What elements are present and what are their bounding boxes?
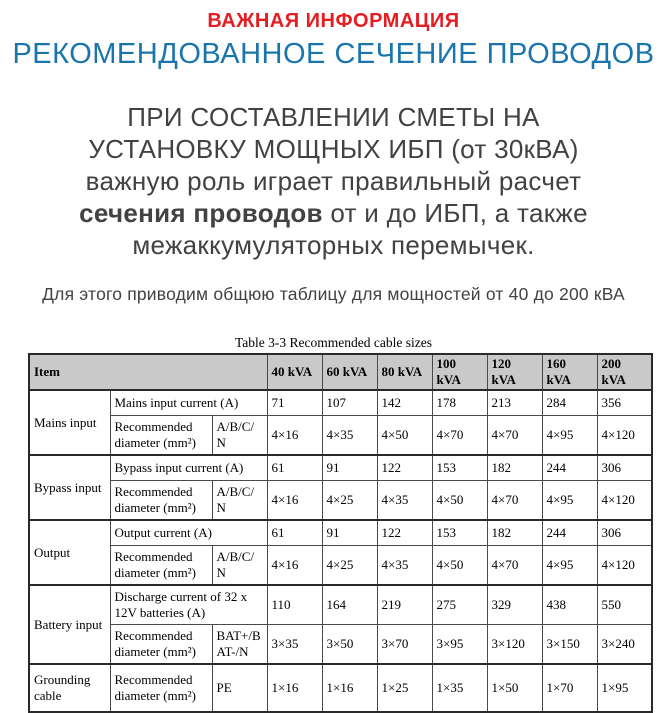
data-cell: 3×120 [487,625,542,665]
data-cell: 61 [267,455,322,481]
data-cell: 284 [542,390,597,416]
data-cell: 4×50 [432,546,487,586]
table-row [29,416,652,456]
data-cell: 4×16 [267,416,322,456]
data-cell: 4×95 [542,546,597,586]
data-cell: 1×16 [267,664,322,712]
header-col-40kva: 40 kVA [267,354,322,390]
row-label: Mains input current (A) [110,390,267,416]
data-cell: 4×16 [267,481,322,521]
data-cell: 4×35 [377,481,432,521]
data-cell: 244 [542,455,597,481]
header-col-100kva: 100 kVA [432,354,487,390]
data-cell: 1×70 [542,664,597,712]
table-header-row [29,354,652,390]
table-row [29,481,652,521]
data-cell: 329 [487,585,542,625]
phase-cell: A/B/C/N [212,481,267,521]
cable-sizes-table [28,353,653,713]
intro-line-4-rest: от и до ИБП, а также [322,198,588,228]
table-note: Для этого приводим общюю таблицу для мощностей от 40 до 200 кВА [42,284,625,304]
data-cell: 71 [267,390,322,416]
header-col-60kva: 60 kVA [322,354,377,390]
group-bypass-input: Bypass input [29,455,110,520]
table-caption: Table 3-3 Recommended cable sizes [235,335,432,350]
row-label: Output current (A) [110,520,267,546]
data-cell: 3×35 [267,625,322,665]
main-title: РЕКОМЕНДОВАННОЕ СЕЧЕНИЕ ПРОВОДОВ [12,38,655,70]
data-cell: 244 [542,520,597,546]
data-cell: 4×35 [377,546,432,586]
data-cell: 4×25 [322,481,377,521]
data-cell: 1×16 [322,664,377,712]
row-label: Recommended diameter (mm²) [110,481,212,521]
data-cell: 91 [322,455,377,481]
table-row [29,520,652,546]
data-cell: 1×95 [597,664,652,712]
data-cell: 4×120 [597,481,652,521]
data-cell: 4×70 [432,416,487,456]
phase-cell: A/B/C/N [212,416,267,456]
data-cell: 110 [267,585,322,625]
group-grounding-cable: Grounding cable [29,664,110,712]
data-cell: 4×50 [432,481,487,521]
data-cell: 153 [432,455,487,481]
intro-line-4 [0,197,667,229]
data-cell: 164 [322,585,377,625]
intro-paragraph [0,101,667,261]
row-label: Recommended diameter (mm²) [110,416,212,456]
row-label: Discharge current of 32 x 12V batteries (A) [110,585,267,625]
data-cell: 4×25 [322,546,377,586]
data-cell: 3×150 [542,625,597,665]
data-cell: 438 [542,585,597,625]
data-cell: 4×70 [487,546,542,586]
data-cell: 4×120 [597,416,652,456]
data-cell: 4×70 [487,416,542,456]
row-label: Recommended diameter (mm²) [110,546,212,586]
data-cell: 275 [432,585,487,625]
intro-line-3: важную роль играет правильный расчет [85,166,582,196]
data-cell: 306 [597,520,652,546]
table-row [29,455,652,481]
data-cell: 1×25 [377,664,432,712]
group-mains-input: Mains input [29,390,110,455]
data-cell: 4×95 [542,416,597,456]
group-battery-input: Battery input [29,585,110,664]
data-cell: 107 [322,390,377,416]
intro-line-5: межаккумуляторных перемычек. [132,230,535,260]
data-cell: 219 [377,585,432,625]
table-row [29,390,652,416]
table-row [29,625,652,665]
data-cell: 213 [487,390,542,416]
data-cell: 3×95 [432,625,487,665]
data-cell: 3×70 [377,625,432,665]
phase-cell: PE [212,664,267,712]
table-row [29,664,652,712]
data-cell: 356 [597,390,652,416]
table-row [29,585,652,625]
data-cell: 4×50 [377,416,432,456]
data-cell: 61 [267,520,322,546]
intro-line-4-bold: сечения проводов [79,198,323,228]
data-cell: 91 [322,520,377,546]
phase-cell: A/B/C/N [212,546,267,586]
data-cell: 153 [432,520,487,546]
group-output: Output [29,520,110,585]
data-cell: 178 [432,390,487,416]
header-item: Item [29,354,267,390]
data-cell: 4×35 [322,416,377,456]
row-label: Recommended diameter (mm²) [110,625,212,665]
phase-cell: BAT+/BAT-/N [212,625,267,665]
row-label: Recommended diameter (mm²) [110,664,212,712]
alert-title: ВАЖНАЯ ИНФОРМАЦИЯ [207,10,460,32]
data-cell: 182 [487,520,542,546]
data-cell: 4×120 [597,546,652,586]
header-col-160kva: 160 kVA [542,354,597,390]
data-cell: 122 [377,455,432,481]
header-col-200kva: 200 kVA [597,354,652,390]
row-label: Bypass input current (A) [110,455,267,481]
data-cell: 142 [377,390,432,416]
data-cell: 3×240 [597,625,652,665]
header-col-120kva: 120 kVA [487,354,542,390]
data-cell: 3×50 [322,625,377,665]
data-cell: 550 [597,585,652,625]
header-col-80kva: 80 kVA [377,354,432,390]
data-cell: 122 [377,520,432,546]
data-cell: 4×70 [487,481,542,521]
data-cell: 306 [597,455,652,481]
data-cell: 4×16 [267,546,322,586]
data-cell: 1×35 [432,664,487,712]
data-cell: 4×95 [542,481,597,521]
data-cell: 1×50 [487,664,542,712]
table-row [29,546,652,586]
intro-line-2: УСТАНОВКУ МОЩНЫХ ИБП (от 30кВА) [88,134,579,164]
intro-line-1: ПРИ СОСТАВЛЕНИИ СМЕТЫ НА [127,102,540,132]
data-cell: 182 [487,455,542,481]
